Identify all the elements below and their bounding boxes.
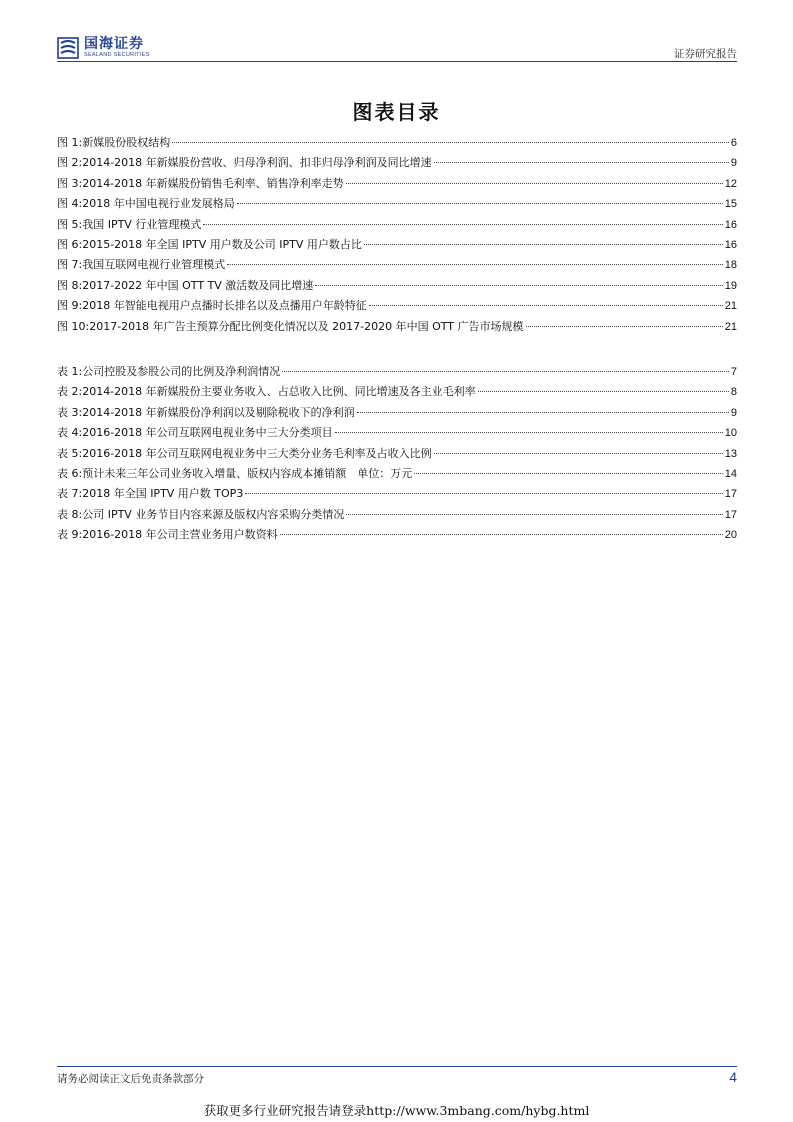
entry-label: 表 6: (57, 466, 83, 480)
entry-text: 2015-2018 年全国 IPTV 用户数及公司 IPTV 用户数占比 (82, 237, 362, 251)
page-header (57, 35, 737, 62)
table-entry[interactable] (57, 485, 737, 505)
dot-leader (335, 432, 723, 433)
entry-label: 图 9: (57, 299, 83, 313)
dot-leader (434, 453, 723, 454)
entry-label: 表 4: (57, 426, 83, 440)
entry-label: 图 10: (57, 319, 90, 333)
entry-page-number: 17 (724, 508, 737, 521)
figure-entry[interactable] (57, 277, 737, 297)
entry-label: 图 7: (57, 258, 83, 272)
dot-leader (478, 391, 729, 392)
entry-text: 2014-2018 年新媒股份净利润以及剔除税收下的净利润 (82, 405, 355, 419)
dot-leader (237, 203, 723, 204)
entry-label: 图 1: (57, 136, 83, 149)
entry-page-number: 8 (730, 386, 737, 399)
entry-text: 2014-2018 年新媒股份营收、归母净利润、扣非归母净利润及同比增速 (82, 156, 432, 170)
header-divider (57, 61, 737, 62)
entry-label: 图 3: (57, 176, 83, 190)
table-entry[interactable] (57, 526, 737, 546)
entry-text: 公司 IPTV 业务节目内容来源及版权内容采购分类情况 (82, 507, 345, 521)
entry-text: 2017-2022 年中国 OTT TV 激活数及同比增速 (82, 278, 314, 292)
dot-leader (282, 371, 729, 372)
figure-entry[interactable] (57, 175, 737, 195)
dot-leader (364, 244, 723, 245)
entry-text: 2014-2018 年新媒股份销售毛利率、销售净利率走势 (82, 176, 344, 190)
table-entry[interactable] (57, 506, 737, 526)
brand-name-cn: 国海证券 (84, 36, 144, 53)
entry-page-number: 17 (724, 488, 737, 501)
entry-label: 表 8: (57, 507, 83, 521)
dot-leader (280, 534, 723, 535)
entry-text: 2018 年全国 IPTV 用户数 TOP3 (82, 487, 244, 501)
entry-page-number: 18 (724, 259, 737, 272)
entry-text: 我国 IPTV 行业管理模式 (82, 217, 202, 231)
figure-entry[interactable] (57, 195, 737, 215)
dot-leader (346, 514, 722, 515)
entry-page-number: 13 (724, 447, 737, 460)
entry-text: 2016-2018 年公司互联网电视业务中三大分类项目 (82, 426, 333, 440)
entry-text: 2017-2018 年广告主预算分配比例变化情况以及 2017-2020 年中国 OTT 广告市场规模 (89, 319, 524, 333)
disclaimer-note: 请务必阅读正文后免责条款部分 (57, 1073, 204, 1085)
entry-label: 表 1: (57, 365, 83, 378)
entry-label: 图 4: (57, 197, 83, 211)
entry-page-number: 16 (724, 218, 737, 231)
brand-logo (57, 35, 150, 61)
dot-leader (346, 183, 723, 184)
entry-page-number: 16 (724, 238, 737, 251)
entry-page-number: 20 (724, 529, 737, 542)
table-entry[interactable] (57, 465, 737, 485)
entry-label: 表 2: (57, 385, 83, 399)
dot-leader (434, 162, 729, 163)
figure-entry[interactable] (57, 236, 737, 256)
table-entry[interactable] (57, 383, 737, 403)
figure-entry[interactable] (57, 297, 737, 317)
table-entry[interactable] (57, 363, 737, 383)
sealand-logo-icon (57, 37, 79, 59)
figure-entry[interactable] (57, 318, 737, 338)
figure-entry[interactable] (57, 154, 737, 174)
entry-label: 图 6: (57, 237, 83, 251)
entry-text: 新媒股份股权结构 (82, 136, 171, 149)
figure-entry[interactable] (57, 256, 737, 276)
page-footer (57, 1066, 737, 1085)
dot-leader (315, 285, 722, 286)
page-title: 图表目录 (352, 100, 441, 124)
entry-text: 2018 年智能电视用户点播时长排名以及点播用户年龄特征 (82, 299, 367, 313)
entry-text: 我国互联网电视行业管理模式 (82, 258, 226, 272)
entry-page-number: 19 (724, 279, 737, 292)
entry-text: 2018 年中国电视行业发展格局 (82, 197, 235, 211)
entry-page-number: 7 (730, 366, 737, 378)
entry-page-number: 9 (730, 157, 737, 170)
entry-label: 图 8: (57, 278, 83, 292)
figure-entry[interactable] (57, 216, 737, 236)
entry-page-number: 21 (724, 320, 737, 333)
entry-page-number: 14 (724, 467, 737, 480)
entry-page-number: 12 (724, 177, 737, 190)
page-number: 4 (729, 1069, 737, 1085)
figure-entry[interactable] (57, 134, 737, 154)
entry-text: 公司控股及参股公司的比例及净利润情况 (82, 365, 281, 378)
table-list (57, 363, 737, 547)
figure-list (57, 134, 737, 338)
table-entry[interactable] (57, 404, 737, 424)
dot-leader (414, 473, 723, 474)
entry-label: 表 5: (57, 446, 83, 460)
entry-page-number: 9 (730, 406, 737, 419)
dot-leader (369, 305, 723, 306)
report-type: 证券研究报告 (674, 48, 737, 60)
entry-label: 图 2: (57, 156, 83, 170)
entry-page-number: 21 (724, 300, 737, 313)
table-entry[interactable] (57, 445, 737, 465)
dot-leader (227, 264, 723, 265)
entry-text: 2014-2018 年新媒股份主要业务收入、占总收入比例、同比增速及各主业毛利率 (82, 385, 476, 399)
dot-leader (357, 412, 729, 413)
entry-label: 表 3: (57, 405, 83, 419)
table-entry[interactable] (57, 424, 737, 444)
dot-leader (172, 142, 729, 143)
promo-line[interactable]: 获取更多行业研究报告请登录http://www.3mbang.com/hybg.html (203, 1103, 590, 1118)
footer-divider (57, 1066, 737, 1067)
dot-leader (526, 326, 723, 327)
brand-name-en: SEALAND SECURITIES (84, 52, 150, 59)
entry-page-number: 15 (724, 198, 737, 211)
entry-text: 2016-2018 年公司互联网电视业务中三大类分业务毛利率及占收入比例 (82, 446, 432, 460)
entry-page-number: 10 (724, 427, 737, 440)
entry-text: 2016-2018 年公司主营业务用户数资料 (82, 528, 278, 542)
dot-leader (245, 493, 722, 494)
entry-label: 表 9: (57, 528, 83, 542)
entry-text: 预计未来三年公司业务收入增量、版权内容成本摊销额 单位：万元 (82, 466, 413, 480)
entry-label: 表 7: (57, 487, 83, 501)
entry-label: 图 5: (57, 217, 83, 231)
entry-page-number: 6 (730, 137, 737, 149)
dot-leader (203, 224, 722, 225)
